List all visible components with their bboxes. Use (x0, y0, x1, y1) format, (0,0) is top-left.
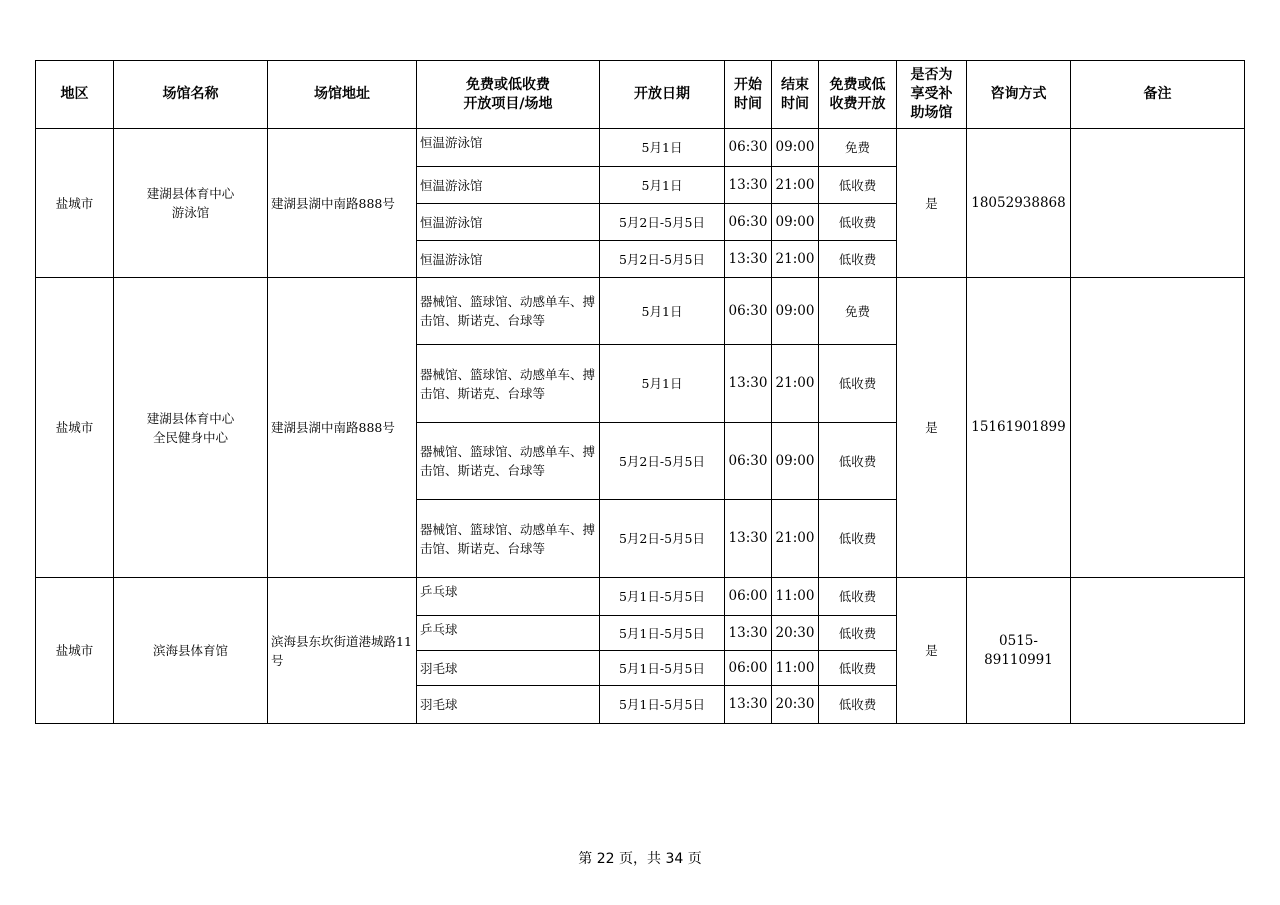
remarks-cell (1071, 278, 1245, 578)
date-cell: 5月1日-5月5日 (600, 651, 725, 686)
fee-cell: 免费 (819, 129, 897, 167)
header-venue-address: 场馆地址 (268, 61, 417, 129)
fee-cell: 低收费 (819, 616, 897, 651)
project-cell: 恒温游泳馆 (417, 241, 600, 278)
table-row (36, 129, 1245, 167)
end-time-cell: 20:30 (772, 616, 819, 651)
venue-address-cell: 滨海县东坎街道港城路11号 (268, 578, 417, 724)
header-project-line2: 开放项目/场地 (463, 95, 553, 112)
header-start-line2: 时间 (734, 95, 762, 112)
venue-region-cell: 盐城市 (36, 578, 114, 724)
header-start-time (725, 61, 772, 129)
date-cell: 5月2日-5月5日 (600, 241, 725, 278)
project-cell: 器械馆、篮球馆、动感单车、搏击馆、斯诺克、台球等 (417, 345, 600, 423)
venue-region-cell: 盐城市 (36, 278, 114, 578)
project-cell: 羽毛球 (417, 651, 600, 686)
project-cell: 器械馆、篮球馆、动感单车、搏击馆、斯诺克、台球等 (417, 500, 600, 578)
start-time-cell: 13:30 (725, 686, 772, 724)
footer-prefix: 第 (578, 851, 597, 867)
header-subsidy (897, 61, 967, 129)
header-fee-type (819, 61, 897, 129)
footer-middle: 页，共 (614, 851, 666, 867)
table-row (36, 578, 1245, 616)
header-start-line1: 开始 (734, 76, 762, 93)
end-time-cell: 20:30 (772, 686, 819, 724)
date-cell: 5月2日-5月5日 (600, 500, 725, 578)
project-cell: 乒乓球 (417, 578, 600, 616)
table-header-row (36, 61, 1245, 129)
end-time-cell: 11:00 (772, 578, 819, 616)
project-cell: 器械馆、篮球馆、动感单车、搏击馆、斯诺克、台球等 (417, 423, 600, 500)
date-cell: 5月2日-5月5日 (600, 423, 725, 500)
header-subsidy-line3: 助场馆 (910, 105, 953, 121)
project-cell: 恒温游泳馆 (417, 204, 600, 241)
header-fee-line2: 收费开放 (829, 95, 886, 112)
fee-cell: 低收费 (819, 241, 897, 278)
remarks-cell (1071, 129, 1245, 278)
header-contact: 咨询方式 (967, 61, 1071, 129)
header-venue-name: 场馆名称 (114, 61, 268, 129)
fee-cell: 低收费 (819, 345, 897, 423)
start-time-cell: 06:30 (725, 278, 772, 345)
venue-table (35, 60, 1245, 724)
venue-address-cell: 建湖县湖中南路888号 (268, 129, 417, 278)
end-time-cell: 09:00 (772, 278, 819, 345)
project-cell: 器械馆、篮球馆、动感单车、搏击馆、斯诺克、台球等 (417, 278, 600, 345)
footer-current-page: 22 (596, 851, 615, 867)
header-end-time (772, 61, 819, 129)
fee-cell: 低收费 (819, 651, 897, 686)
footer-suffix: 页 (683, 851, 702, 867)
date-cell: 5月1日-5月5日 (600, 686, 725, 724)
end-time-cell: 11:00 (772, 651, 819, 686)
start-time-cell: 06:30 (725, 129, 772, 167)
header-open-date: 开放日期 (600, 61, 725, 129)
subsidy-cell: 是 (897, 129, 967, 278)
fee-cell: 低收费 (819, 423, 897, 500)
venue-address-cell: 建湖县湖中南路888号 (268, 278, 417, 578)
date-cell: 5月1日 (600, 345, 725, 423)
remarks-cell (1071, 578, 1245, 724)
contact-cell: 15161901899 (967, 278, 1071, 578)
fee-cell: 低收费 (819, 578, 897, 616)
start-time-cell: 13:30 (725, 616, 772, 651)
start-time-cell: 13:30 (725, 500, 772, 578)
date-cell: 5月1日 (600, 129, 725, 167)
header-fee-line1: 免费或低 (829, 76, 886, 93)
page-footer (0, 848, 1280, 868)
project-cell: 乒乓球 (417, 616, 600, 651)
header-region: 地区 (36, 61, 114, 129)
venue-name-cell (114, 278, 268, 578)
fee-cell: 免费 (819, 278, 897, 345)
contact-cell: 18052938868 (967, 129, 1071, 278)
project-cell: 恒温游泳馆 (417, 167, 600, 204)
fee-cell: 低收费 (819, 686, 897, 724)
fee-cell: 低收费 (819, 167, 897, 204)
subsidy-cell: 是 (897, 578, 967, 724)
venue-name-line1: 建湖县体育中心 (146, 186, 235, 201)
date-cell: 5月1日-5月5日 (600, 616, 725, 651)
start-time-cell: 06:00 (725, 578, 772, 616)
venue-name-cell: 滨海县体育馆 (114, 578, 268, 724)
date-cell: 5月2日-5月5日 (600, 204, 725, 241)
start-time-cell: 06:30 (725, 423, 772, 500)
project-cell: 恒温游泳馆 (417, 129, 600, 167)
fee-cell: 低收费 (819, 500, 897, 578)
fee-cell: 低收费 (819, 204, 897, 241)
date-cell: 5月1日 (600, 167, 725, 204)
start-time-cell: 13:30 (725, 167, 772, 204)
end-time-cell: 09:00 (772, 423, 819, 500)
date-cell: 5月1日-5月5日 (600, 578, 725, 616)
venue-name-cell (114, 129, 268, 278)
header-subsidy-line1: 是否为 (910, 67, 953, 83)
subsidy-cell: 是 (897, 278, 967, 578)
header-remarks: 备注 (1071, 61, 1245, 129)
header-project-line1: 免费或低收费 (466, 76, 550, 93)
footer-total-pages: 34 (665, 851, 684, 867)
table-row (36, 278, 1245, 345)
venue-name-line2: 全民健身中心 (152, 429, 228, 445)
date-cell: 5月1日 (600, 278, 725, 345)
header-project (417, 61, 600, 129)
venue-name-line2: 游泳馆 (171, 205, 210, 220)
header-end-line1: 结束 (781, 76, 809, 93)
header-end-line2: 时间 (781, 95, 809, 112)
project-cell: 羽毛球 (417, 686, 600, 724)
end-time-cell: 21:00 (772, 167, 819, 204)
end-time-cell: 21:00 (772, 500, 819, 578)
start-time-cell: 06:00 (725, 651, 772, 686)
end-time-cell: 09:00 (772, 204, 819, 241)
venue-region-cell: 盐城市 (36, 129, 114, 278)
start-time-cell: 06:30 (725, 204, 772, 241)
end-time-cell: 09:00 (772, 129, 819, 167)
end-time-cell: 21:00 (772, 241, 819, 278)
start-time-cell: 13:30 (725, 241, 772, 278)
header-subsidy-line2: 享受补 (910, 86, 953, 102)
end-time-cell: 21:00 (772, 345, 819, 423)
start-time-cell: 13:30 (725, 345, 772, 423)
venue-name-line1: 建湖县体育中心 (146, 410, 235, 426)
contact-cell: 0515-89110991 (967, 578, 1071, 724)
